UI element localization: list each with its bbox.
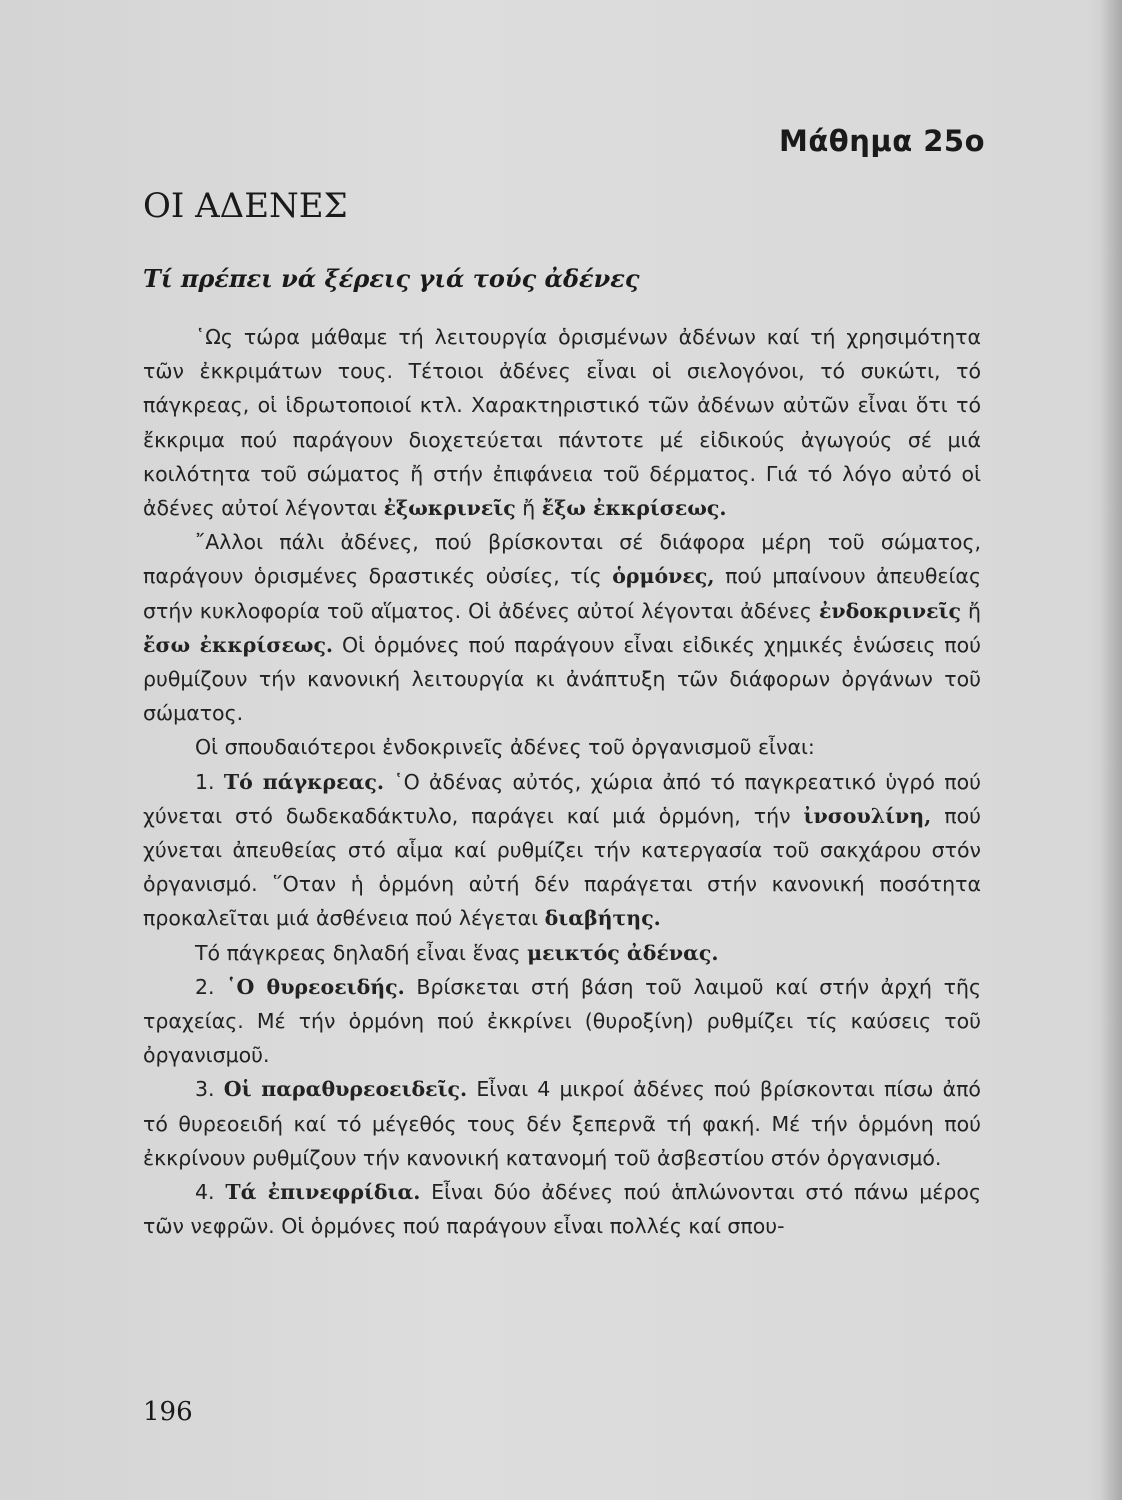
book-spine-shadow xyxy=(1100,0,1122,1500)
text-run: ἤ xyxy=(522,496,536,521)
term-mixed-gland: μεικτός ἀδένας. xyxy=(527,940,719,965)
text-run: Εἶναι δύο ἀδένες πού ἁπλώνονται στό πάνω μέρος τῶν νεφρῶν. Οἱ ὁρμόνες πού παράγουν εἶναι πολλές καί σπου- xyxy=(143,1180,981,1239)
paragraph-intro xyxy=(143,320,981,525)
text-run: ῎Αλλοι πάλι ἀδένες, πού βρίσκονται σέ διάφορα μέρη τοῦ σώματος, παράγουν ὁρισμένες δραστικές οὐσίες, τίς xyxy=(143,530,981,589)
term-diabetes: διαβήτης. xyxy=(544,906,661,931)
term-endocrine: ἐνδοκρινεῖς xyxy=(818,598,961,623)
text-run: Εἶναι 4 μικροί ἀδένες πού βρίσκονται πίσω ἀπό τό θυρεοειδή καί τό μέγεθός τους δέν ξεπερνᾶ τή φακή. Μέ τήν ὁρμόνη πού ἐκκρίνουν ρυθμίζουν τήν κανονική κατανομή τοῦ ἀσβεστίου στόν ὀργανισμό. xyxy=(143,1077,981,1170)
chapter-title: ΟΙ ΑΔΕΝΕΣ xyxy=(143,186,348,226)
body-text xyxy=(143,320,981,1243)
list-item-adrenals xyxy=(143,1175,981,1243)
term-exocrine: ἐξωκρινεῖς xyxy=(383,496,516,521)
page-number: 196 xyxy=(143,1397,193,1427)
term-exocrine-alt: ἔξω ἐκκρίσεως. xyxy=(541,496,727,521)
list-item-heading: ῾Ο θυρεοειδής. xyxy=(226,974,405,999)
term-hormones: ὁρμόνες, xyxy=(612,564,715,589)
paragraph-list-intro: Οἱ σπουδαιότεροι ἐνδοκρινεῖς ἀδένες τοῦ ὀργανισμοῦ εἶναι: xyxy=(195,735,815,760)
section-subtitle: Τί πρέπει νά ξέρεις γιά τούς ἀδένες xyxy=(143,264,640,293)
text-run: πού χύνεται ἀπευθείας στό αἷμα καί ρυθμίζει τήν κατεργασία τοῦ σακχάρου στόν ὀργανισμό. ῞Οταν ἡ ὁρμόνη αὐτή δέν παράγεται στήν κανονική ποσότητα προκαλεῖται μιά ἀσθένεια πού λέγεται xyxy=(143,803,981,931)
text-run: Τό πάγκρεας δηλαδή εἶναι ἕνας xyxy=(195,940,521,965)
list-item-number: 4. xyxy=(195,1180,215,1205)
lesson-number: Μάθημα 25ο xyxy=(779,124,985,158)
list-item-heading: Τό πάγκρεας. xyxy=(223,769,384,794)
list-item-heading: Τά ἐπινεφρίδια. xyxy=(225,1180,421,1205)
text-run: πού μπαίνουν ἀπευθείας στήν κυκλοφορία τοῦ αἵματος. Οἱ ἀδένες αὐτοί λέγονται ἀδένες xyxy=(143,564,981,623)
list-item-thyroid xyxy=(143,970,981,1073)
list-item-number: 3. xyxy=(195,1077,215,1102)
list-item-heading: Οἱ παραθυρεοειδεῖς. xyxy=(223,1077,468,1102)
text-run: ῾Ο ἀδένας αὐτός, χώρια ἀπό τό παγκρεατικό ὑγρό πού χύνεται στό δωδεκαδάκτυλο, παράγει καί μιά ὁρμόνη, τήν xyxy=(143,769,981,828)
list-item-pancreas xyxy=(143,765,981,936)
text-run: Οἱ ὁρμόνες πού παράγουν εἶναι εἰδικές χημικές ἑνώσεις πού ρυθμίζουν τήν κανονική λειτουργία κι ἀνάπτυξη τῶν διάφορων ὀργάνων τοῦ σώματος. xyxy=(143,632,981,726)
paragraph-endocrine xyxy=(143,525,981,730)
text-run: Βρίσκεται στή βάση τοῦ λαιμοῦ καί στήν ἀρχή τῆς τραχείας. Μέ τήν ὁρμόνη πού ἐκκρίνει (θυροξίνη) ρυθμίζει τίς καύσεις τοῦ ὀργανισμοῦ. xyxy=(143,974,981,1068)
list-item-parathyroids xyxy=(143,1072,981,1175)
list-item-number: 2. xyxy=(195,974,215,999)
text-run: ῾Ως τώρα μάθαμε τή λειτουργία ὁρισμένων ἀδένων καί τή χρησιμότητα τῶν ἐκκριμάτων τους. Τέτοιοι ἀδένες εἶναι οἱ σιελογόνοι, τό συκώτι, τό πάγκρεας, οἱ ἱδρωτοποιοί κτλ. Χαρακτηριστικό τῶν ἀδένων αὐτῶν εἶναι ὅτι τό ἔκκριμα πού παράγουν διοχετεύεται πάντοτε μέ εἰδικούς ἀγωγούς σέ μιά κοιλότητα τοῦ σώματος ἤ στήν ἐπιφάνεια τοῦ δέρματος. Γιά τό λόγο αὐτό οἱ ἀδένες αὐτοί λέγονται xyxy=(143,325,981,521)
list-item-number: 1. xyxy=(195,769,215,794)
text-run: ἤ xyxy=(967,598,981,623)
paragraph-mixed-gland xyxy=(143,936,981,970)
term-insulin: ἰνσουλίνη, xyxy=(803,803,932,828)
term-endocrine-alt: ἔσω ἐκκρίσεως. xyxy=(143,632,334,657)
